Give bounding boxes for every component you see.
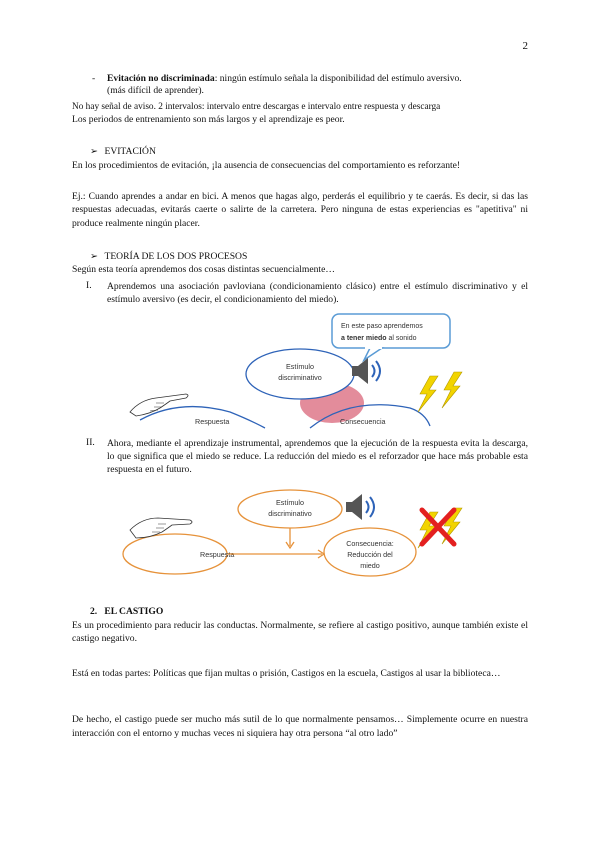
- no-signal-line2: Los periodos de entrenamiento son más largos y el aprendizaje es peor.: [72, 114, 345, 125]
- evitacion-no-discriminada: [107, 73, 528, 97]
- arrow-bullet-icon: ➢: [90, 251, 99, 262]
- item-2-text: Ahora, mediante el aprendizaje instrumental, aprendemos que la ejecución de la respuesta evita la descarga, lo que significa que el miedo se reduce. La reducción del miedo es el reforzador que hace más probable esta respuesta en el futuro.: [107, 438, 528, 475]
- consecuencia-label: Consecuencia: [340, 417, 386, 426]
- diagram-fear-reduction: [120, 488, 470, 578]
- item-2-number: II.: [86, 437, 95, 448]
- castigo-paragraph-3: De hecho, el castigo puede ser mucho más sutil de lo que normalmente pensamos… Simplemente ocurre en nuestra interacción con el entorno y muchas veces ni siquiera hay otra persona “al otro lado”: [72, 714, 528, 739]
- no-signal-line1: No hay señal de aviso. 2 intervalos: intervalo entre descargas e intervalo entre respuesta y descarga: [72, 102, 441, 112]
- teoria-intro: Según esta teoría aprendemos dos cosas distintas secuencialmente…: [72, 264, 335, 275]
- castigo-heading: 2. EL CASTIGO: [90, 606, 164, 617]
- cons-label-1: Consecuencia:: [346, 539, 394, 548]
- castigo-paragraph-2: Está en todas partes: Políticas que fijan multas o prisión, Castigos en la escuela, Castigos al usar la biblioteca…: [72, 668, 501, 679]
- flow-arrows: [228, 528, 324, 558]
- bubble-line1: En este paso aprendemos: [341, 323, 423, 330]
- speaker-icon: [352, 358, 380, 384]
- speaker-icon: [346, 494, 374, 520]
- estimulo-label-2: discriminativo: [268, 509, 312, 518]
- bubble-rest: al sonido: [386, 335, 417, 342]
- speech-bubble-tail: [364, 348, 382, 360]
- bubble-line2: [341, 335, 417, 342]
- term-rest: : ningún estímulo señala la disponibilidad del estímulo aversivo.: [214, 73, 462, 84]
- speech-bubble: [332, 314, 450, 348]
- castigo-paragraph-1: Es un procedimiento para reducir las conductas. Normalmente, se refiere al castigo positivo, aunque también existe el castigo negativo.: [72, 620, 528, 644]
- item-1-number: I.: [86, 280, 92, 291]
- teoria-heading-text: TEORÍA DE LOS DOS PROCESOS: [104, 251, 248, 262]
- evitacion-text: En los procedimientos de evitación, ¡la ausencia de consecuencias del comportamiento es reforzante!: [72, 160, 461, 171]
- ejemplo-text: Ej.: Cuando aprendes a andar en bici. A menos que hagas algo, perderás el equilibrio y te caerás. Es decir, si das las respuestas adecuadas, evitarás caerte o salirte de la carretera. Pero ninguna de estas experiencias es "apetitiva" ni produce realmente ningún placer.: [72, 191, 528, 229]
- cons-label-3: miedo: [360, 561, 380, 570]
- arrow-bullet-icon: ➢: [90, 146, 99, 157]
- item-1-text: Aprendemos una asociación pavloviana (condicionamiento clásico) entre el estímulo discriminativo y el estímulo aversivo (es decir, el condicionamiento del miedo).: [107, 281, 528, 305]
- estimulo-label-1: Estímulo: [276, 498, 304, 507]
- bubble-bold: a tener miedo: [341, 335, 387, 342]
- evitacion-heading: [90, 146, 156, 158]
- teoria-heading: [90, 251, 247, 263]
- diagram-fear-conditioning: [120, 308, 470, 433]
- estimulo-label-1: Estímulo: [286, 362, 314, 371]
- bullet-dash: -: [92, 73, 96, 84]
- page-number: 2: [522, 40, 528, 52]
- term-line2: (más difícil de aprender).: [107, 85, 204, 97]
- respuesta-label: Respuesta: [195, 417, 230, 426]
- evitacion-heading-text: EVITACIÓN: [104, 146, 156, 157]
- respuesta-label: Respuesta: [200, 550, 235, 559]
- lightning-icon: [418, 372, 462, 412]
- estimulo-label-2: discriminativo: [278, 373, 322, 382]
- cons-label-2: Reducción del: [347, 550, 393, 559]
- term-bold: Evitación no discriminada: [107, 73, 215, 84]
- pointing-hand-icon: [130, 394, 188, 416]
